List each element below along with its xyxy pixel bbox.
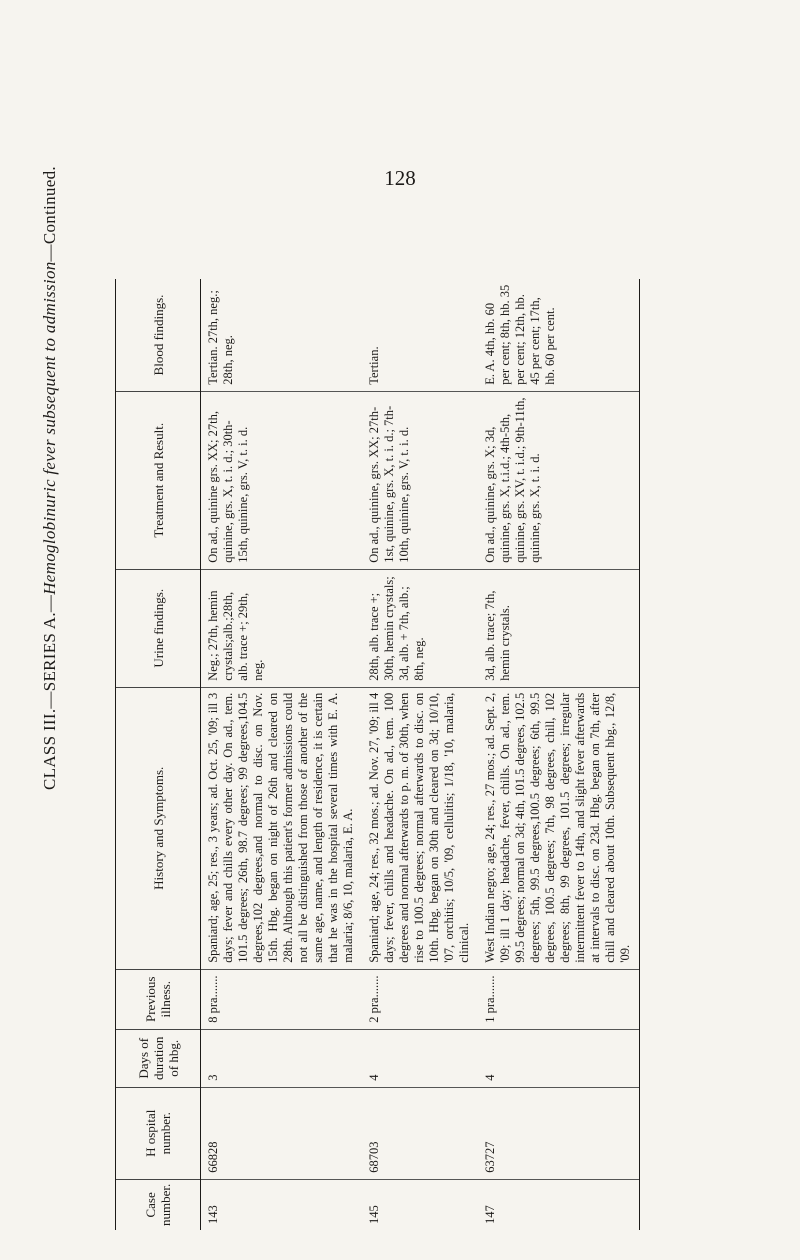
days-duration-cell: 3	[201, 1029, 363, 1087]
running-head	[40, 0, 60, 790]
header-case-number: Case number.	[116, 1179, 201, 1230]
header-days-duration: Days of duration of hbg.	[116, 1029, 201, 1087]
previous-illness-cell: 8 pra.......	[201, 969, 363, 1029]
running-head-italic: Hemoglobinuric fever subsequent to admission	[40, 261, 59, 595]
blood-cell: Tertian.	[362, 279, 478, 391]
header-hospital-number: H ospital number.	[116, 1087, 201, 1179]
days-duration-cell: 4	[362, 1029, 478, 1087]
blood-cell: Tertian. 27th, neg.; 28th, neg.	[201, 279, 363, 391]
hospital-number-cell: 68703	[362, 1087, 478, 1179]
blood-cell: E. A. 4th, hb. 60 per cent; 8th, hb. 35 per cent; 12th, hb. 45 per cent; 17th, hb. 60 per cent.	[478, 279, 640, 391]
history-cell: Spaniard; age, 24; res., 32 mos.; ad. Nov. 27, '09; ill 4 days; fever, chills and headache. On ad., tem. 100 degrees and normal afterwards to p. m. of 30th, when rise to 100.5 degrees; normal afterwards to disc. on 10th. Hbg. began on 30th and cleared on 3d; 10/10, '07, orchitis; 10/5, '09, cellulitis; 1/18, '10, malaria, clinical.	[362, 687, 478, 969]
urine-cell: 28th, alb. trace +; 30th, hemin crystals; 3d, alb. + 7th, alb.; 8th, neg.	[362, 569, 478, 687]
previous-illness-cell: 2 pra.......	[362, 969, 478, 1029]
case-number-cell: 145	[367, 1205, 381, 1224]
case-number-cell: 147	[478, 1179, 640, 1230]
history-cell: Spaniard; age, 25; res., 3 years; ad. Oct. 25, '09; ill 3 days; fever and chills every other day. On ad., tem. 101.5 degrees; 26th, 98.7 degrees; 99 degrees,104.5 degrees,102 degrees,and normal to disc. on Nov. 15th. Hbg. began on night of 26th and cleared on 28th. Although this patient's former admissions could not all be distinguished from those of another of the same age, name, and length of residence, it is certain that he was in the hospital several times with E. A. malaria; 8/6, 10, malaria, E. A.	[201, 687, 363, 969]
table-row	[478, 279, 640, 1230]
header-previous-illness: Previous illness.	[116, 969, 201, 1029]
history-cell: West Indian negro; age, 24; res., 27 mos.; ad. Sept. 2, '09; ill 1 day; headache, fever, chills. On ad., tem. 99.5 degrees; normal on 3d; 4th, 101.5 degrees, 102.5 degrees; 5th, 99.5 degrees,100.5 degrees; 6th, 99.5 degrees, 100.5 degrees; 7th, 98 degrees, chill, 102 degrees; 8th, 99 degrees, 101.5 degrees; irregular intermittent fever to 14th, and slight fever afterwards at intervals to disc. on 23d. Hbg. began on 7th, after chill and cleared about 10th. Subsequent hbg., 12/8, '09.	[478, 687, 640, 969]
treatment-cell: On ad., quinine grs. XX; 27th, quinine, grs. X, t. i. d.; 30th-15th, quinine, grs. V, t. i. d.	[201, 391, 363, 569]
hospital-number-cell: 63727	[478, 1087, 640, 1179]
table-row	[201, 279, 363, 1230]
case-table	[115, 279, 640, 1230]
urine-cell: Neg.; 27th, hemin crystals;alb.;28th, alb. trace +; 29th, neg.	[201, 569, 363, 687]
header-history: History and Symptoms.	[116, 687, 201, 969]
hospital-number-cell: 66828	[201, 1087, 363, 1179]
treatment-cell: On ad., quinine, grs. X; 3d, quinine, grs. X, t.i.d.; 4th-5th, quinine, grs. XV, t. i.d.; 9th-11th, quinine, grs. X, t. i. d.	[478, 391, 640, 569]
running-head-prefix: CLASS III.—SERIES A.—	[40, 594, 59, 790]
header-urine: Urine findings.	[116, 569, 201, 687]
table-row	[362, 279, 478, 1230]
urine-cell: 3d, alb. trace; 7th, hemin crystals.	[478, 569, 640, 687]
treatment-cell: On ad., quinine, grs. XX; 27th-1st, quinine, grs. X, t. i. d.; 7th-10th, quinine, grs. V, t. i. d.	[362, 391, 478, 569]
table-header-row	[116, 279, 201, 1230]
previous-illness-cell: 1 pra.......	[478, 969, 640, 1029]
running-head-suffix: —Continued.	[40, 166, 59, 262]
days-duration-cell: 4	[478, 1029, 640, 1087]
case-number-cell: 143	[206, 1205, 220, 1224]
header-blood: Blood findings.	[116, 279, 201, 391]
header-treatment: Treatment and Result.	[116, 391, 201, 569]
page-number: 128	[384, 166, 416, 190]
